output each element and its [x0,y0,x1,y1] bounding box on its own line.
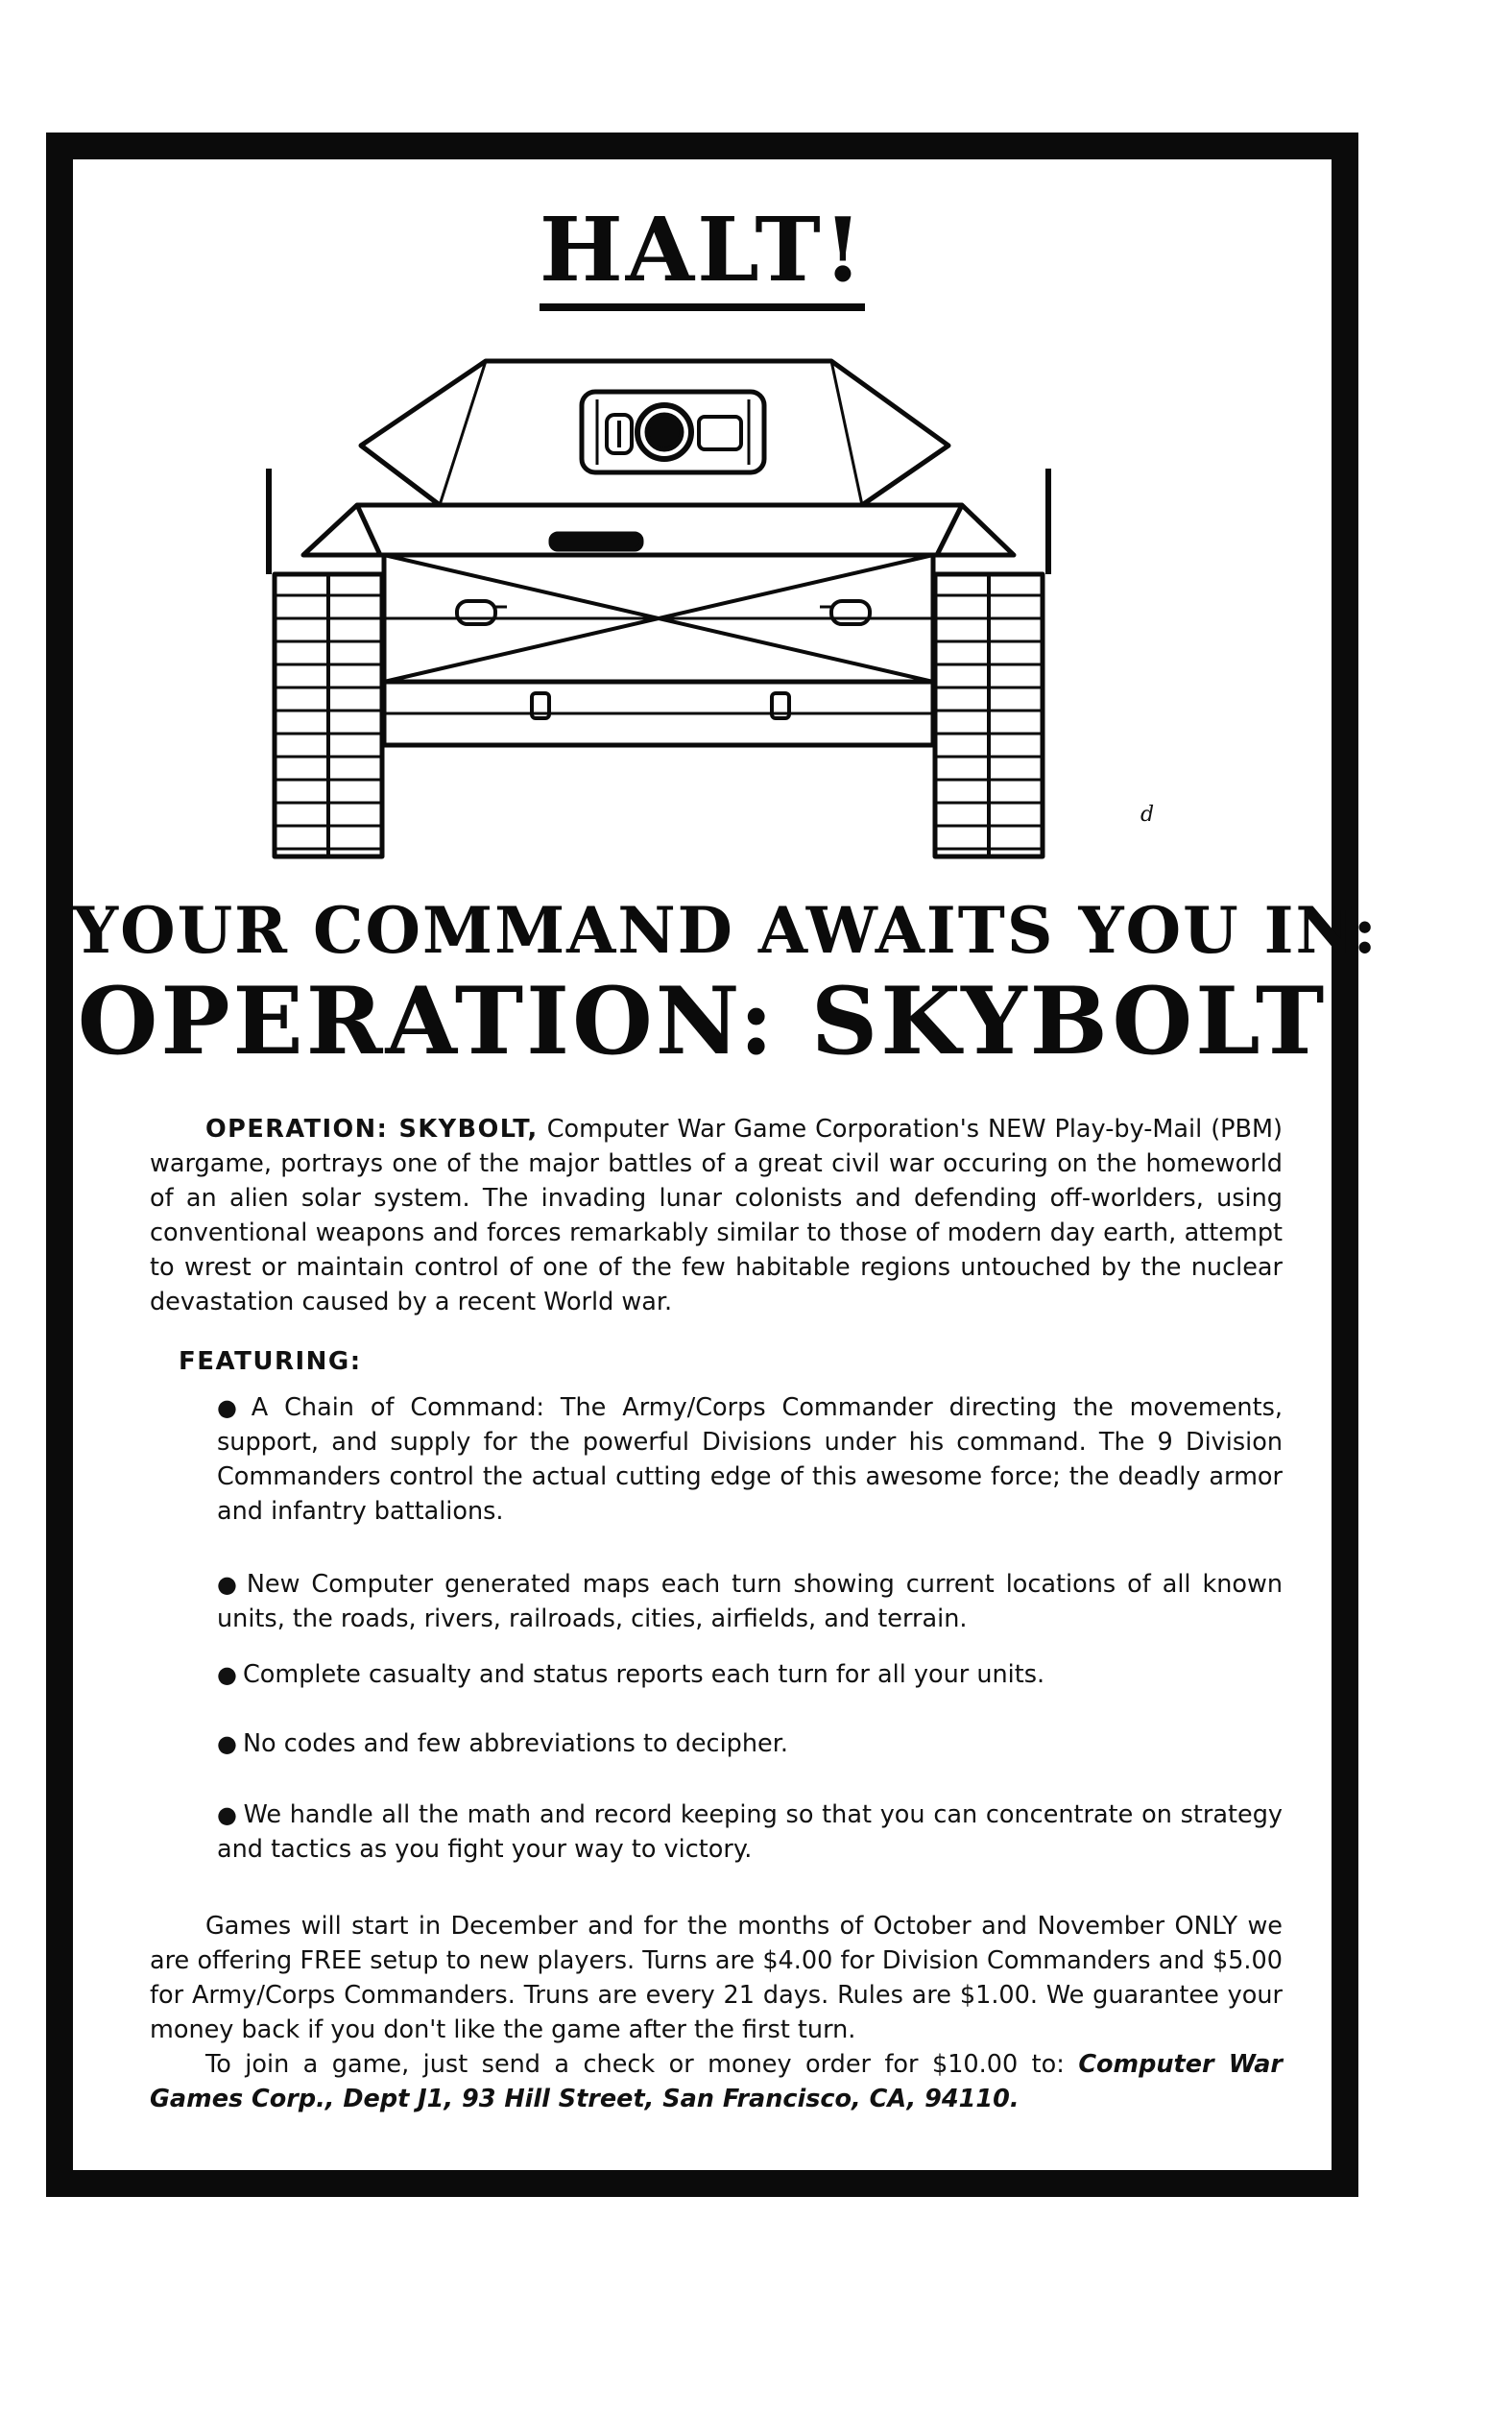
mailing-address: Computer War Games Corp., Dept J1, 93 Hill Street, San Francisco, CA, 94110. [150,2050,1283,2113]
intro-lead: OPERATION: SKYBOLT, [205,1115,539,1144]
pricing-paragraph: Games will start in December and for the months of October and November ONLY we are offering FREE setup to new players. Turns are $4.00 for Division Commanders and $5.00 for Army/Corps Commanders. Truns are every 21 days. Rules are $1.00. We guarantee your money back if you don't like the game after the first turn. [150,1912,1283,2044]
closing-paragraphs [150,1909,1283,2116]
bullet-icon: ● [217,1730,237,1757]
headline-line2: OPERATION: SKYBOLT [77,967,1328,1075]
bullet-icon: ● [217,1801,238,1828]
intro-paragraph [150,1112,1283,1319]
tank-illustration [265,325,1158,862]
feature-item: ● New Computer generated maps each turn showing current locations of all known units, the roads, rivers, railroads, cities, airfields, and terrain. [217,1570,1283,1633]
advertisement-frame [46,133,1379,2197]
feature-item: ● We handle all the math and record keeping so that you can concentrate on strategy and tactics as you fight your way to victory. [217,1800,1283,1864]
bullet-icon: ● [217,1571,241,1598]
feature-item: ● Complete casualty and status reports each turn for all your units. [217,1660,1045,1689]
join-paragraph: To join a game, just send a check or money order for $10.00 to: Computer War Games Corp., Dept J1, 93 Hill Street, San Francisco, CA, 94110. [150,2050,1283,2113]
feature-item: ● A Chain of Command: The Army/Corps Commander directing the movements, support, and supply for the powerful Divisions under his command. The 9 Division Commanders control the actual cutting edge of this awesome force; the deadly armor and infantry battalions. [217,1393,1283,1526]
bullet-icon: ● [217,1661,237,1688]
featuring-title: FEATURING: [179,1347,362,1376]
intro-text: Computer War Game Corporation's NEW Play-by-Mail (PBM) wargame, portrays one of the major battles of a great civil war occuring on the homeworld of an alien solar system. The invading lunar colonists and defending off-worlders, using conventional weapons and forces remarkably similar to those of modern day earth, attempt to wrest or maintain control of one of the few habitable regions untouched by the nuclear devastation caused by a recent World war. [150,1115,1283,1316]
halt-heading: HALT! [73,205,1332,311]
headline-line1: YOUR COMMAND AWAITS YOU IN: [73,893,1379,968]
artist-signature: d [1140,803,1155,827]
bullet-icon: ● [217,1394,246,1421]
feature-item: ● No codes and few abbreviations to decipher. [217,1729,788,1758]
